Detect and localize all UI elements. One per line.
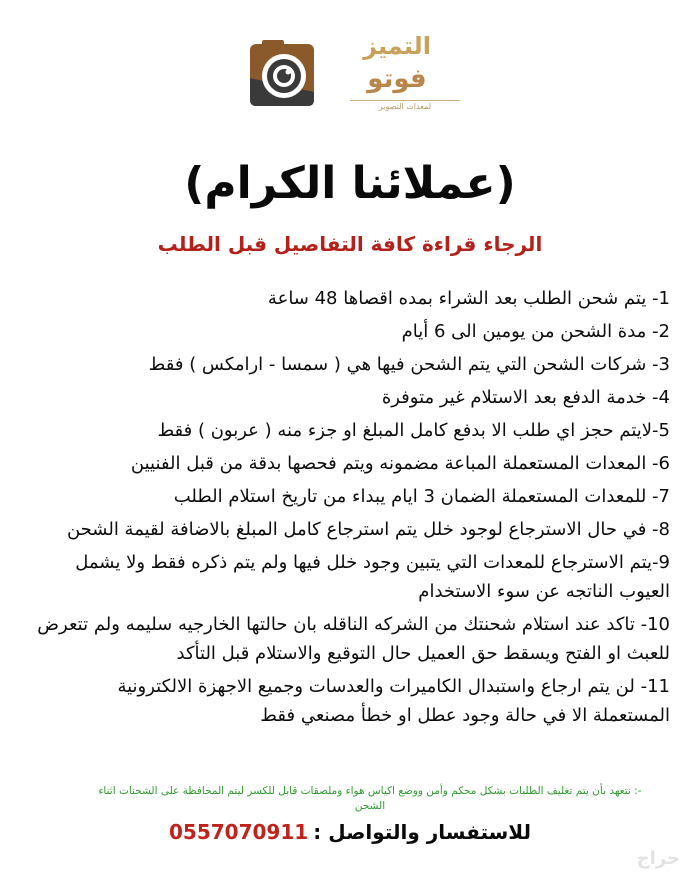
terms-item: 2- مدة الشحن من يومين الى 6 أيام <box>401 321 670 342</box>
contact-line <box>0 820 700 844</box>
page-subtitle: الرجاء قراءة كافة التفاصيل قبل الطلب <box>157 232 543 256</box>
page-title: (عملائنا الكرام) <box>184 158 516 209</box>
logo-name-line-2: فوتو <box>367 64 427 94</box>
terms-item: 9-يتم الاسترجاع للمعدات التي يتبين وجود خلل فيها ولم يتم ذكره فقط ولا يشمل العيوب الناتجه عن سوء الاستخدام <box>75 552 670 602</box>
terms-item: 7- للمعدات المستعملة الضمان 3 ايام يبداء من تاريخ استلام الطلب <box>173 486 670 507</box>
contact-label: للاستفسار والتواصل : <box>313 820 532 844</box>
watermark: حراج <box>636 848 680 869</box>
logo-tagline: لمعدات التصوير <box>350 100 460 111</box>
terms-item: 1- يتم شحن الطلب بعد الشراء بمده اقصاها 48 ساعة <box>267 288 670 309</box>
terms-item: 10- تاكد عند استلام شحنتك من الشركه الناقله بان حالتها الخارجيه سليمه ولم تتعرض للعبث او الفتح ويسقط حق العميل حال التوقيع والاستلام قبل التأكد <box>37 614 670 664</box>
logo-name-line-1: التميز <box>363 32 431 60</box>
terms-item: 5-لايتم حجز اي طلب الا بدفع كامل المبلغ او جزء منه ( عربون ) فقط <box>157 420 670 441</box>
terms-item: 4- خدمة الدفع بعد الاستلام غير متوفرة <box>381 387 670 408</box>
terms-item: 6- المعدات المستعملة المباعة مضمونه ويتم فحصها بدقة من قبل الفنيين <box>130 453 670 474</box>
terms-item: 8- في حال الاسترجاع لوجود خلل يتم استرجاع كامل المبلغ بالاضافة لقيمة الشحن <box>66 519 670 540</box>
terms-list <box>36 284 670 730</box>
camera-logo-icon <box>246 38 318 110</box>
terms-item: 11- لن يتم ارجاع واستبدال الكاميرات والعدسات وجميع الاجهزة الالكترونية المستعملة الا في حالة وجود عطل او خطأ مصنعي فقط <box>117 676 670 726</box>
brand-logo <box>240 30 470 120</box>
terms-item: 3- شركات الشحن التي يتم الشحن فيها هي ( سمسا - ارامكس ) فقط <box>148 354 670 375</box>
packaging-note: -: نتعهد بأن يتم تغليف الطلبات بشكل محكم وأمن ووضع اكياس هواء وملصقات قابل للكسر ليتم المحافظة على الشحنات اثناء الشحن <box>98 785 642 812</box>
contact-phone: 0557070911 <box>168 820 309 844</box>
